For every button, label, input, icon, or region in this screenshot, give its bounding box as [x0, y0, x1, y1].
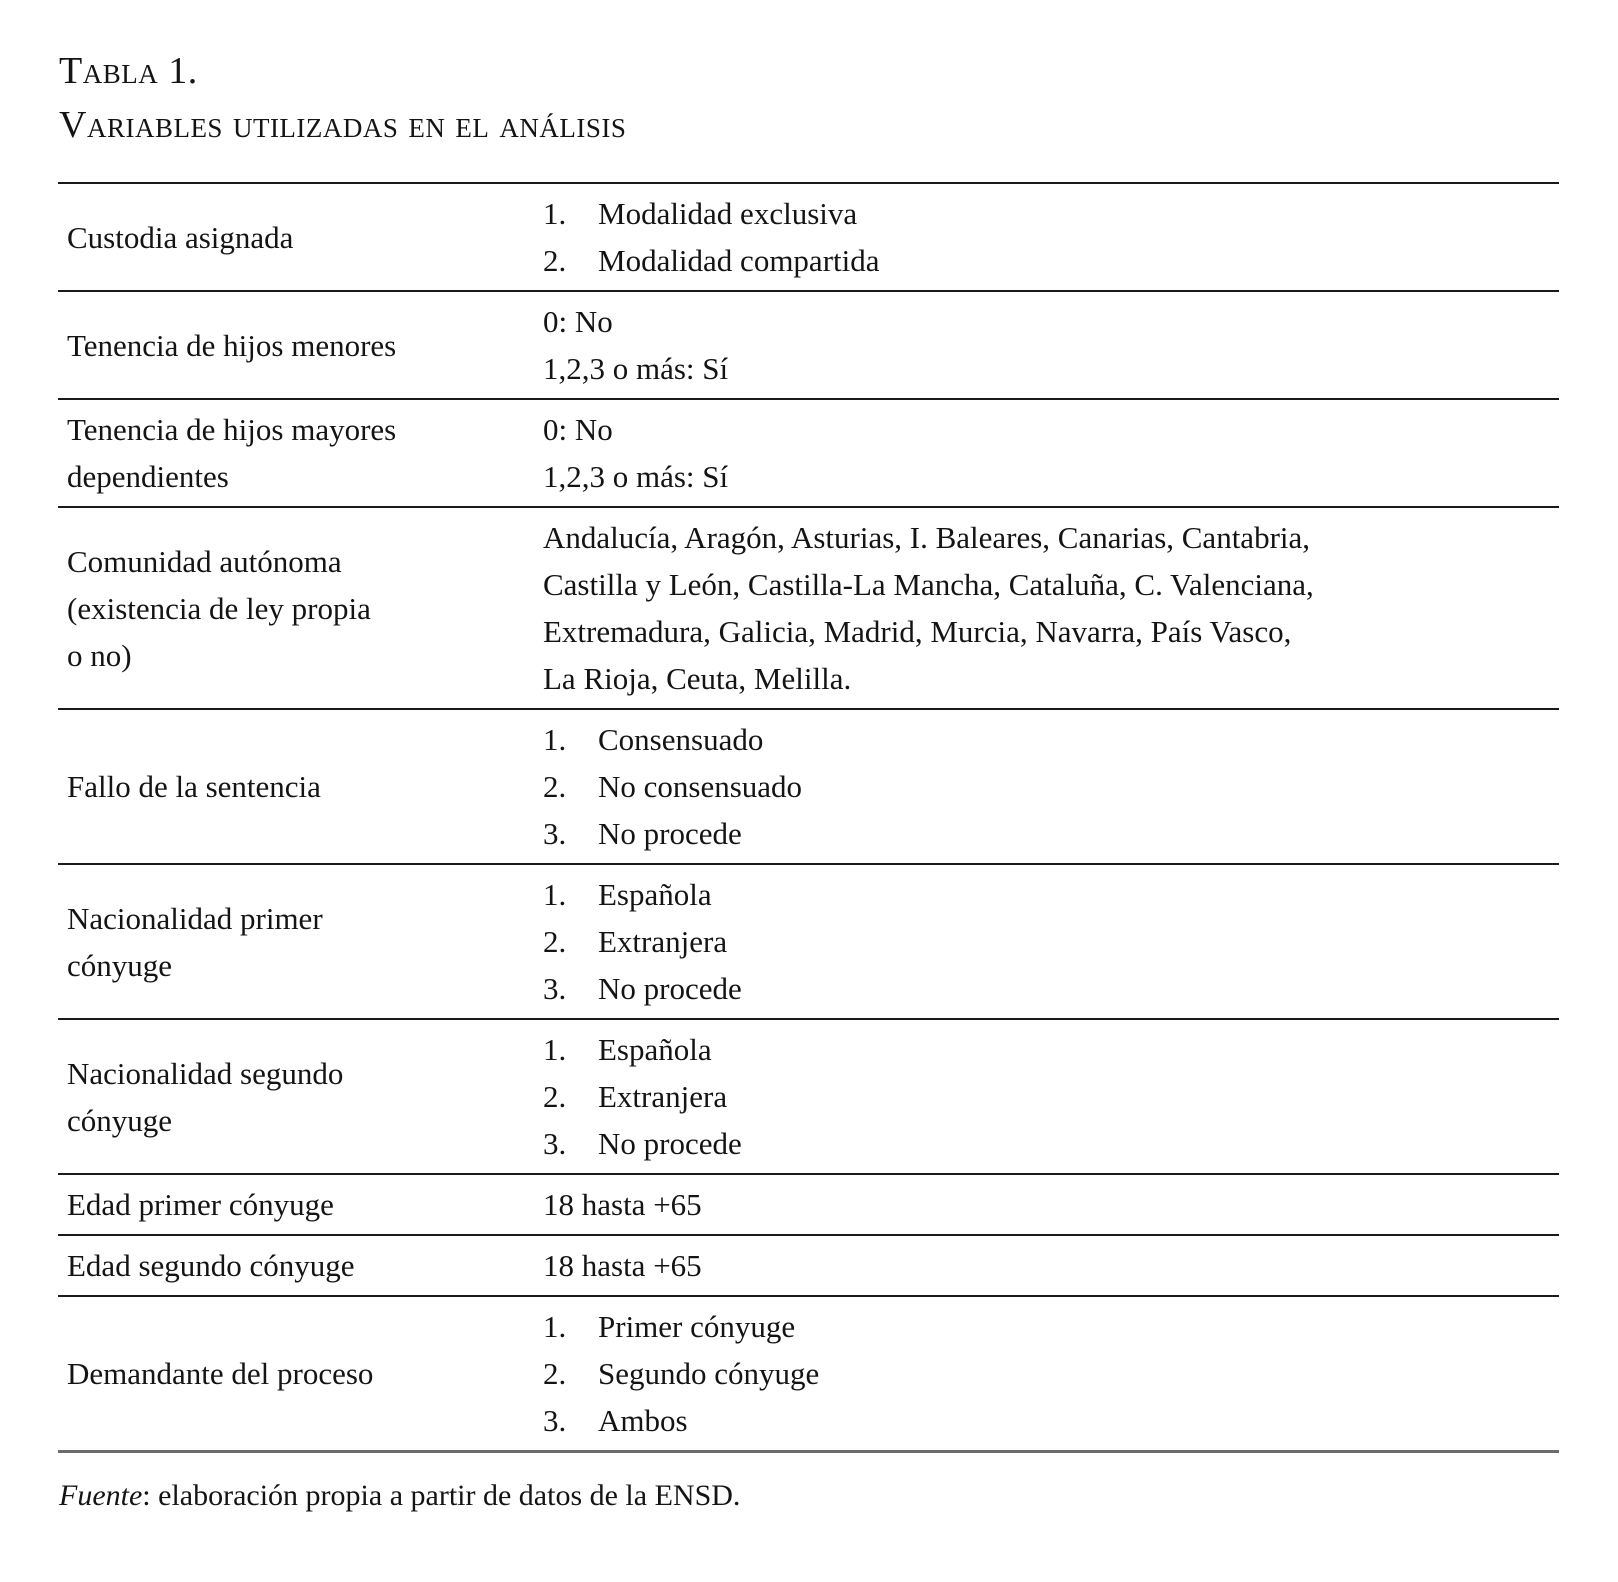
value-text: Primer cónyuge	[598, 1309, 796, 1344]
table-row	[58, 1020, 1559, 1175]
source-note	[59, 1475, 1559, 1517]
value-text: 18 hasta +65	[543, 1187, 702, 1222]
variable-values	[543, 1026, 1559, 1167]
table-number: Tabla 1.	[59, 50, 198, 92]
variable-name: Tenencia de hijos mayores dependientes	[67, 412, 397, 494]
value-text: 0: No	[543, 412, 613, 447]
variable-values	[543, 190, 1559, 284]
table-row	[58, 710, 1559, 865]
variable-name: Custodia asignada	[67, 219, 294, 255]
value-line	[543, 763, 1559, 810]
value-line	[543, 1350, 1559, 1397]
table-row	[58, 292, 1559, 400]
table-caption: Variables utilizadas en el análisis	[59, 104, 627, 146]
value-text: Castilla y León, Castilla-La Mancha, Cataluña, C. Valenciana,	[543, 567, 1314, 602]
list-number: 1.	[543, 1032, 567, 1067]
variable-values	[543, 1242, 1559, 1289]
variable-name: Tenencia de hijos menores	[67, 327, 397, 363]
variable-values	[543, 298, 1559, 392]
value-text: 1,2,3 o más: Sí	[543, 351, 729, 386]
value-line	[543, 1181, 1559, 1228]
list-number: 3.	[543, 971, 567, 1006]
value-text: No procede	[598, 1126, 742, 1161]
value-line	[543, 655, 1559, 702]
value-line	[543, 237, 1559, 284]
variable-values	[543, 1303, 1559, 1444]
table-title	[59, 44, 1559, 152]
table-row	[58, 1236, 1559, 1297]
value-line	[543, 716, 1559, 763]
variable-values	[543, 716, 1559, 857]
value-line	[543, 810, 1559, 857]
value-line	[543, 1026, 1559, 1073]
value-text: Modalidad exclusiva	[598, 196, 858, 231]
variable-values	[543, 871, 1559, 1012]
list-number: 1.	[543, 196, 567, 231]
value-text: Modalidad compartida	[598, 243, 880, 278]
variable-name: Nacionalidad primer cónyuge	[67, 900, 323, 983]
value-line	[543, 1242, 1559, 1289]
list-number: 2.	[543, 243, 567, 278]
value-text: Extremadura, Galicia, Madrid, Murcia, Navarra, País Vasco,	[543, 614, 1292, 649]
value-text: 1,2,3 o más: Sí	[543, 459, 729, 494]
table-row	[58, 508, 1559, 710]
value-text: 0: No	[543, 304, 613, 339]
list-number: 1.	[543, 1309, 567, 1344]
list-number: 2.	[543, 1356, 567, 1391]
value-text: No procede	[598, 816, 742, 851]
table-row	[58, 865, 1559, 1020]
list-number: 2.	[543, 924, 567, 959]
value-line	[543, 406, 1559, 453]
value-text: Consensuado	[598, 722, 764, 757]
value-text: Española	[598, 877, 712, 912]
value-text: Ambos	[598, 1403, 688, 1438]
list-number: 2.	[543, 1079, 567, 1114]
value-line	[543, 1120, 1559, 1167]
variable-name: Nacionalidad segundo cónyuge	[67, 1055, 344, 1138]
variable-values	[543, 1181, 1559, 1228]
variable-name: Edad primer cónyuge	[67, 1187, 334, 1222]
value-text: 18 hasta +65	[543, 1248, 702, 1283]
value-line	[543, 608, 1559, 655]
list-number: 1.	[543, 722, 567, 757]
list-number: 2.	[543, 769, 567, 804]
variable-name: Comunidad autónoma (existencia de ley propia o no)	[67, 543, 371, 673]
value-text: No consensuado	[598, 769, 803, 804]
variable-name: Demandante del proceso	[67, 1356, 374, 1391]
variable-name: Fallo de la sentencia	[67, 769, 321, 804]
variable-values	[543, 514, 1559, 702]
table-row	[58, 184, 1559, 292]
value-text: Española	[598, 1032, 712, 1067]
variable-values	[543, 406, 1559, 500]
list-number: 3.	[543, 1126, 567, 1161]
value-line	[543, 1397, 1559, 1444]
value-line	[543, 561, 1559, 608]
table-row	[58, 400, 1559, 508]
value-line	[543, 514, 1559, 561]
value-text: Andalucía, Aragón, Asturias, I. Baleares, Canarias, Cantabria,	[543, 520, 1311, 555]
value-text: La Rioja, Ceuta, Melilla.	[543, 661, 852, 696]
value-line	[543, 345, 1559, 392]
variables-table	[58, 182, 1559, 1453]
table-row	[58, 1175, 1559, 1236]
value-line	[543, 918, 1559, 965]
variable-name: Edad segundo cónyuge	[67, 1248, 355, 1283]
value-line	[543, 871, 1559, 918]
value-line	[543, 190, 1559, 237]
list-number: 3.	[543, 1403, 567, 1438]
table-row	[58, 1297, 1559, 1453]
source-label: Fuente	[59, 1479, 143, 1512]
value-text: Extranjera	[598, 924, 728, 959]
value-text: Segundo cónyuge	[598, 1356, 820, 1391]
source-text: : elaboración propia a partir de datos de la ENSD.	[142, 1479, 741, 1512]
value-text: No procede	[598, 971, 742, 1006]
value-line	[543, 1303, 1559, 1350]
list-number: 3.	[543, 816, 567, 851]
value-line	[543, 1073, 1559, 1120]
value-line	[543, 453, 1559, 500]
value-text: Extranjera	[598, 1079, 728, 1114]
list-number: 1.	[543, 877, 567, 912]
value-line	[543, 298, 1559, 345]
value-line	[543, 965, 1559, 1012]
